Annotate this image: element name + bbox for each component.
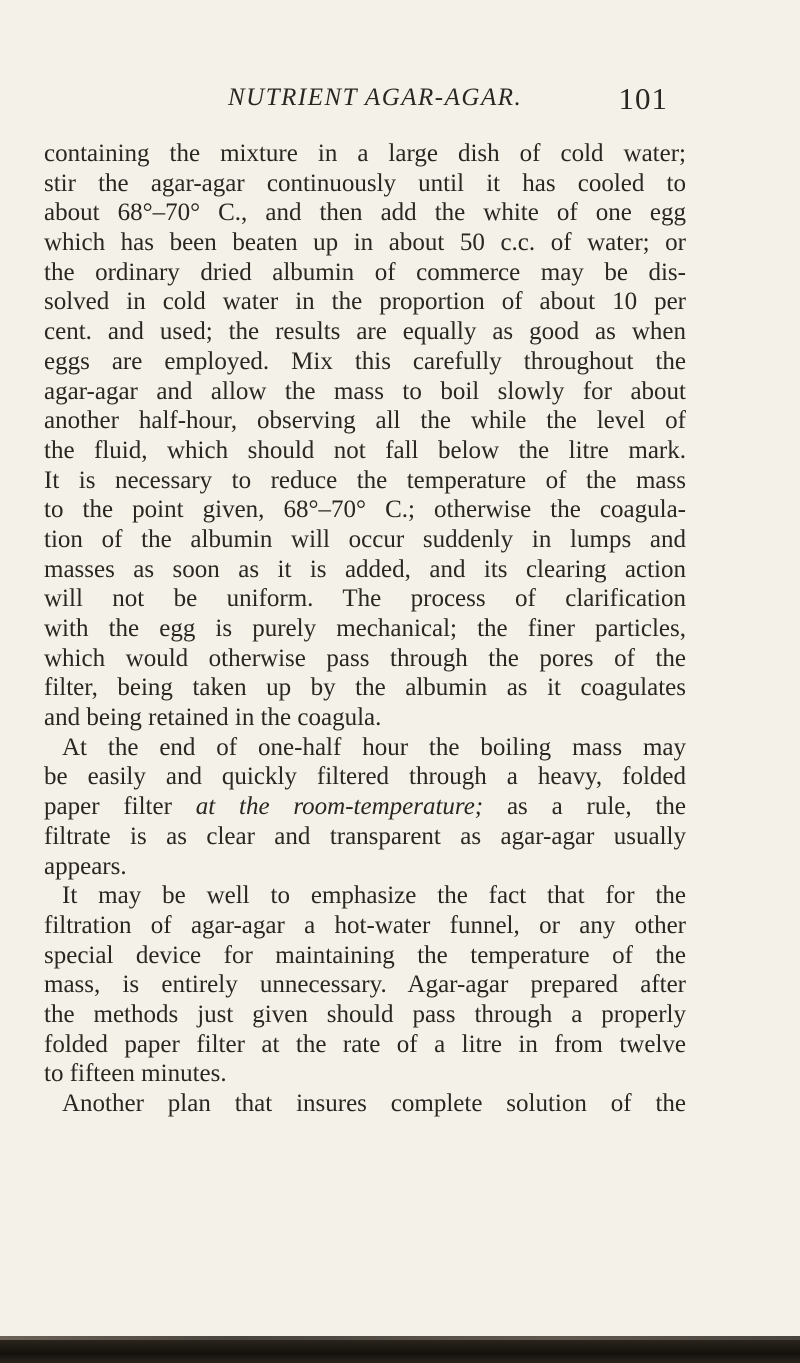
- page-number: 101: [618, 81, 668, 116]
- text-line: to fifteen minutes.: [44, 1060, 227, 1088]
- text-line: mass, is entirely unnecessary. Agar-agar prepared after: [44, 971, 686, 999]
- text-line: the fluid, which should not fall below the litre mark.: [44, 436, 686, 464]
- text-line: with the egg is purely mechanical; the finer particles,: [44, 615, 686, 642]
- text-line: It is necessary to reduce the temperature of the mass: [44, 466, 686, 494]
- text-line: will not be uniform. The process of clarification: [44, 585, 686, 613]
- body-text: [44, 139, 686, 1119]
- text-line: stir the agar-agar continuously until it has cooled to: [44, 169, 686, 197]
- text-line: masses as soon as it is added, and its clearing action: [44, 555, 686, 583]
- text-line: eggs are employed. Mix this carefully throughout the: [44, 347, 686, 375]
- running-title: NUTRIENT AGAR-AGAR.: [228, 84, 523, 111]
- text-line: the methods just given should pass through a properly: [44, 1000, 686, 1028]
- text-line: about 68°–70° C., and then add the white of one egg: [44, 199, 686, 227]
- text-line: special device for maintaining the temperature of the: [44, 941, 686, 969]
- text-line: At the end of one-half hour the boiling mass may: [62, 733, 686, 761]
- text-line: containing the mixture in a large dish of cold water;: [44, 140, 686, 167]
- text-line: the ordinary dried albumin of commerce may be dis-: [44, 258, 686, 286]
- text-line: filter, being taken up by the albumin as it coagulates: [44, 674, 686, 702]
- text-line: filtrate is as clear and transparent as agar-agar usually: [44, 822, 686, 850]
- italic-phrase: at the room-temperature;: [195, 793, 484, 821]
- text-line: cent. and used; the results are equally as good as when: [44, 318, 686, 346]
- text-line: It may be well to emphasize the fact that for the: [62, 882, 686, 910]
- text-line: filtration of agar-agar a hot-water funnel, or any other: [44, 911, 686, 939]
- text-line: to the point given, 68°–70° C.; otherwise the coagula-: [44, 496, 686, 524]
- text-line: which has been beaten up in about 50 c.c. of water; or: [44, 229, 686, 257]
- text-line-with-italic: [44, 792, 686, 822]
- text-line: appears.: [44, 852, 127, 880]
- text-line: and being retained in the coagula.: [44, 704, 382, 732]
- scan-edge-bar: [0, 1340, 800, 1363]
- text-line: Another plan that insures complete solution of the: [62, 1090, 686, 1117]
- running-head: [228, 81, 668, 124]
- text-line: be easily and quickly filtered through a heavy, folded: [44, 763, 686, 791]
- text-line: agar-agar and allow the mass to boil slowly for about: [44, 377, 686, 405]
- text-line: tion of the albumin will occur suddenly in lumps and: [44, 525, 686, 553]
- text-run: paper filter: [44, 793, 196, 821]
- text-line: folded paper filter at the rate of a litre in from twelve: [44, 1030, 686, 1058]
- text-run: as a rule, the: [483, 793, 686, 821]
- text-line: another half-hour, observing all the while the level of: [44, 407, 686, 435]
- text-line: which would otherwise pass through the pores of the: [44, 644, 686, 672]
- text-line: solved in cold water in the proportion of about 10 per: [44, 288, 686, 316]
